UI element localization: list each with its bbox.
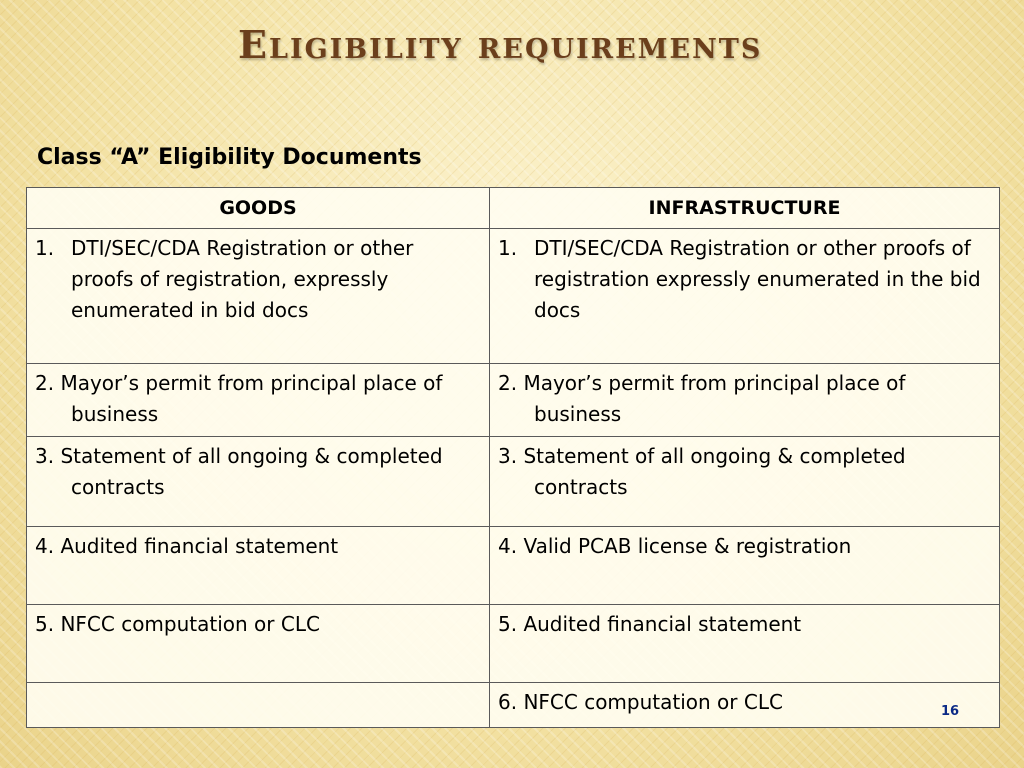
table-row (27, 364, 1000, 437)
infrastructure-cell (490, 437, 1000, 527)
item-text: 2. Mayor’s permit from principal place of business (35, 371, 443, 426)
goods-cell-empty (27, 683, 490, 728)
item-text: DTI/SEC/CDA Registration or other proofs of registration expressly enumerated in the bid docs (534, 236, 981, 322)
infrastructure-cell (490, 527, 1000, 605)
item-text: 3. Statement of all ongoing & completed contracts (35, 444, 443, 499)
table-row (27, 605, 1000, 683)
column-header-goods: GOODS (27, 188, 490, 229)
table-row (27, 437, 1000, 527)
page-number: 16 (941, 704, 960, 719)
goods-cell (27, 364, 490, 437)
infrastructure-cell (490, 229, 1000, 364)
goods-cell (27, 605, 490, 683)
column-header-infrastructure: INFRASTRUCTURE (490, 188, 1000, 229)
table-header-row (27, 188, 1000, 229)
item-text: 4. Audited financial statement (35, 534, 339, 558)
item-text: 6. NFCC computation or CLC (498, 690, 783, 714)
table-row (27, 527, 1000, 605)
item-text: 5. Audited financial statement (498, 612, 802, 636)
table-caption: Class “A” Eligibility Documents (37, 145, 422, 170)
item-text: 5. NFCC computation or CLC (35, 612, 320, 636)
infrastructure-cell (490, 683, 1000, 728)
item-text: 4. Valid PCAB license & registration (498, 534, 852, 558)
list-item (35, 233, 481, 326)
item-text: 3. Statement of all ongoing & completed contracts (498, 444, 906, 499)
goods-cell (27, 437, 490, 527)
item-number: 1. (35, 236, 55, 260)
table-row (27, 683, 1000, 728)
list-item (498, 233, 991, 326)
item-text: DTI/SEC/CDA Registration or other proofs of registration, expressly enumerated in bid docs (71, 236, 414, 322)
goods-cell (27, 527, 490, 605)
eligibility-table (26, 187, 1000, 728)
infrastructure-cell (490, 364, 1000, 437)
infrastructure-cell (490, 605, 1000, 683)
goods-cell (27, 229, 490, 364)
table-row (27, 229, 1000, 364)
item-number: 1. (498, 236, 518, 260)
slide-title: Eligibility requirements (238, 22, 763, 67)
item-text: 2. Mayor’s permit from principal place of business (498, 371, 906, 426)
